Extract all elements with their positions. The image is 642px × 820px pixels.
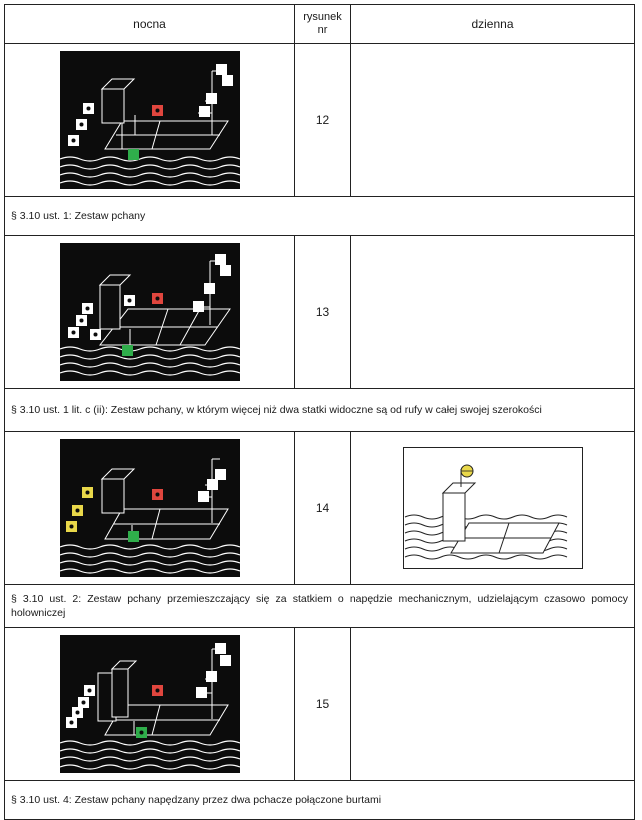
- caption-row-15: [5, 781, 635, 820]
- day-figure-13-empty: [351, 236, 635, 389]
- day-diagram-14: [403, 447, 583, 569]
- night-figure-12: [5, 44, 295, 197]
- caption-row-14: [5, 585, 635, 628]
- caption-row-12: [5, 197, 635, 236]
- header-night: nocna: [5, 5, 295, 44]
- table-header-row: [5, 5, 635, 44]
- lights-table: [4, 4, 635, 820]
- figure-row-14: [5, 432, 635, 585]
- header-figure-number: [295, 5, 351, 44]
- night-diagram-15: [60, 635, 240, 773]
- masthead-light-icon: [222, 75, 233, 86]
- figure-number-13: 13: [295, 236, 351, 389]
- night-diagram-13: [60, 243, 240, 381]
- figure-row-12: [5, 44, 635, 197]
- caption-row-13: [5, 389, 635, 432]
- masthead-light-icon: [199, 106, 210, 117]
- green-sidelight-icon: [128, 149, 139, 160]
- figure-row-13: [5, 236, 635, 389]
- figure-number-15: 15: [295, 628, 351, 781]
- night-diagram-14: [60, 439, 240, 577]
- night-figure-15: [5, 628, 295, 781]
- caption-15: § 3.10 ust. 4: Zestaw pchany napędzany przez dwa pchacze połączone burtami: [5, 781, 635, 820]
- caption-12: § 3.10 ust. 1: Zestaw pchany: [5, 197, 635, 236]
- figure-number-14: 14: [295, 432, 351, 585]
- caption-14: § 3.10 ust. 2: Zestaw pchany przemieszczający się za statkiem o napędzie mechanicznym, udzielającym czasowo pomocy holowniczej: [5, 585, 635, 628]
- night-figure-13: [5, 236, 295, 389]
- day-figure-15-empty: [351, 628, 635, 781]
- header-nr-line2: nr: [317, 24, 328, 36]
- header-day: dzienna: [351, 5, 635, 44]
- masthead-light-icon: [216, 64, 227, 75]
- day-figure-14: [351, 432, 635, 585]
- header-nr-line1: rysunek: [303, 11, 342, 23]
- masthead-light-icon: [206, 93, 217, 104]
- figure-number-12: 12: [295, 44, 351, 197]
- figure-row-15: [5, 628, 635, 781]
- night-diagram-12: [60, 51, 240, 189]
- day-figure-12-empty: [351, 44, 635, 197]
- caption-13: § 3.10 ust. 1 lit. c (ii): Zestaw pchany, w którym więcej niż dwa statki widoczne są od rufy w całej swojej szerokości: [5, 389, 635, 432]
- night-figure-14: [5, 432, 295, 585]
- lights-table-sheet: [4, 4, 634, 804]
